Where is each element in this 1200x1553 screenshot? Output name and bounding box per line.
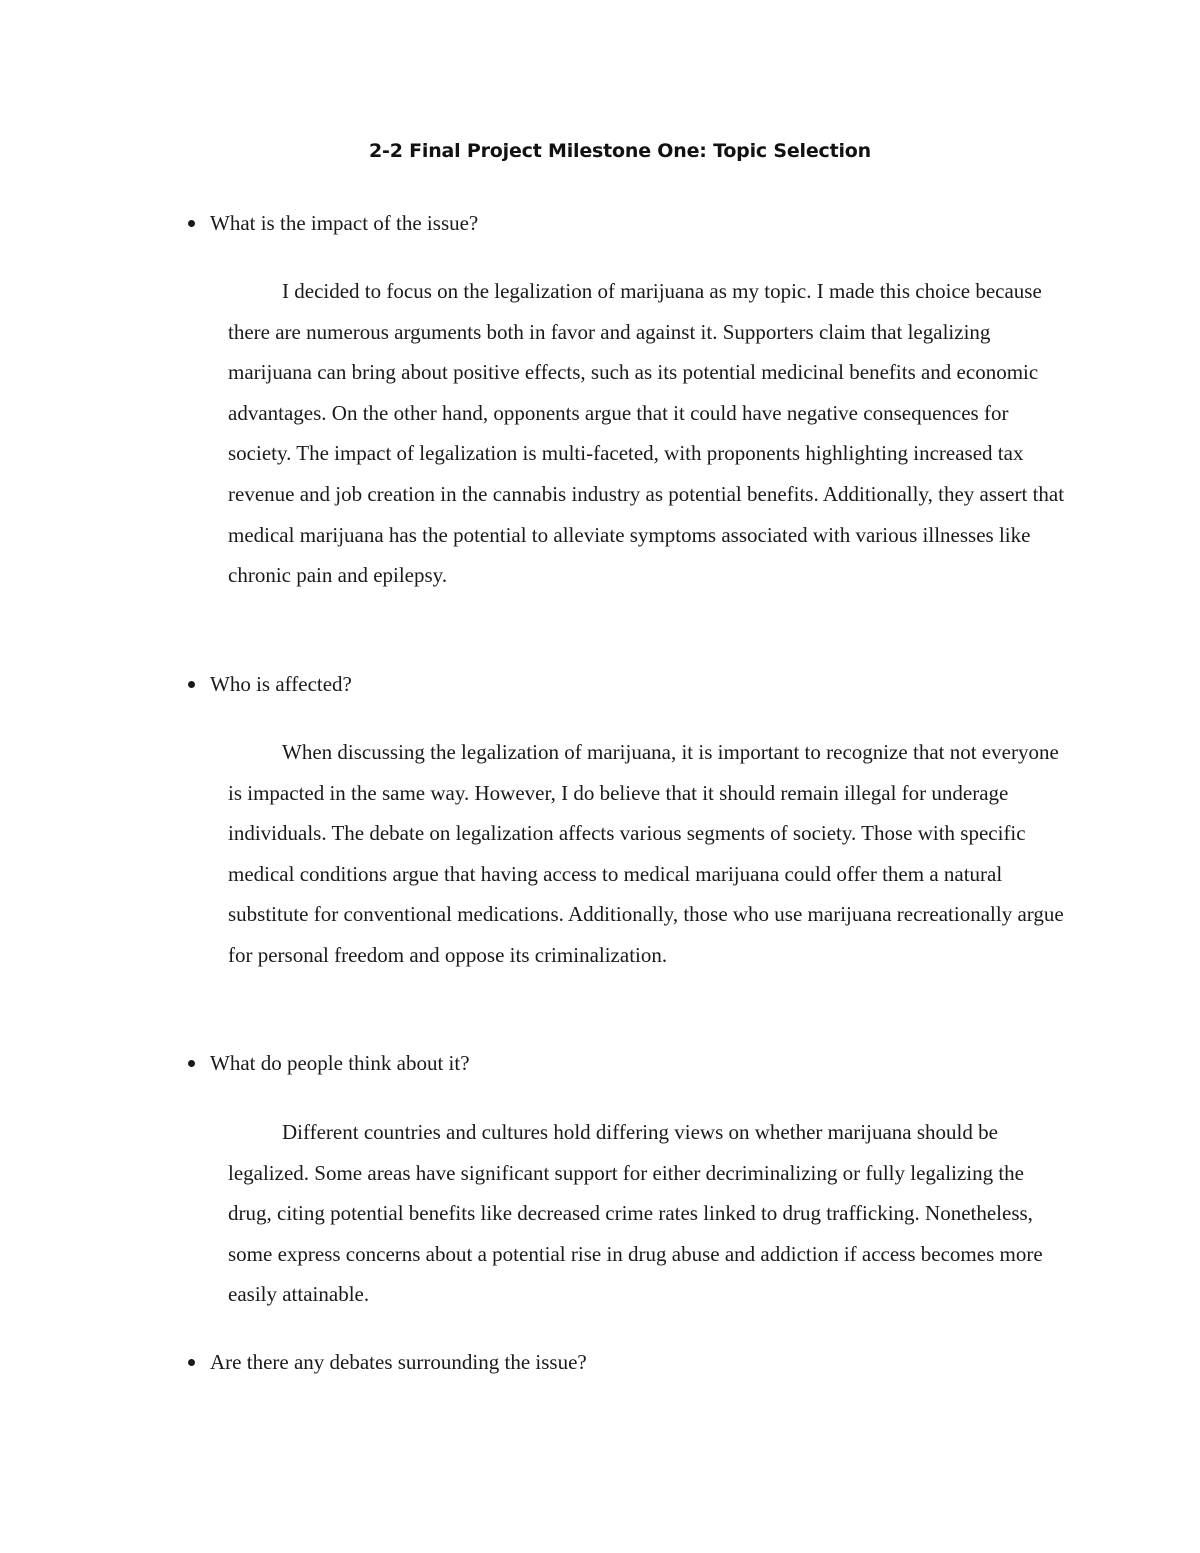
question-text: Who is affected? xyxy=(210,672,352,696)
answer-paragraph: I decided to focus on the legalization of marijuana as my topic. I made this choice because there are numerous arguments both in favor and against it. Supporters claim that legalizing marijuana can bring about positive effects, such as its potential medicinal benefits and economic advantages. On the other hand, opponents argue that it could have negative consequences for society. The impact of legalization is multi-faceted, with proponents highlighting increased tax revenue and job creation in the cannabis industry as potential benefits. Additionally, they assert that medical marijuana has the potential to alleviate symptoms associated with various illnesses like chronic pain and epilepsy. xyxy=(228,279,1065,588)
bullet-question xyxy=(188,1051,470,1076)
answer-paragraph: Different countries and cultures hold differing views on whether marijuana should be legalized. Some areas have significant support for either decriminalizing or fully legalizing the drug, citing potential benefits like decreased crime rates linked to drug trafficking. Nonetheless, some express concerns about a potential rise in drug abuse and addiction if access becomes more easily attainable. xyxy=(228,1120,1043,1307)
answer-paragraph: When discussing the legalization of marijuana, it is important to recognize that not everyone is impacted in the same way. However, I do believe that it should remain illegal for underage individuals. The debate on legalization affects various segments of society. Those with specific medical conditions argue that having access to medical marijuana could offer them a natural substitute for conventional medications. Additionally, those who use marijuana recreationally argue for personal freedom and oppose its criminalization. xyxy=(228,740,1064,967)
bullet-question xyxy=(188,1350,587,1375)
bullet-icon xyxy=(188,681,195,688)
question-text: What do people think about it? xyxy=(210,1051,470,1075)
question-text: What is the impact of the issue? xyxy=(210,211,479,235)
bullet-question xyxy=(188,211,478,236)
bullet-icon xyxy=(188,1359,195,1366)
bullet-icon xyxy=(188,220,195,227)
question-text: Are there any debates surrounding the issue? xyxy=(210,1350,587,1374)
document-title: 2-2 Final Project Milestone One: Topic Selection xyxy=(369,140,871,162)
bullet-question xyxy=(188,672,352,697)
bullet-icon xyxy=(188,1060,195,1067)
